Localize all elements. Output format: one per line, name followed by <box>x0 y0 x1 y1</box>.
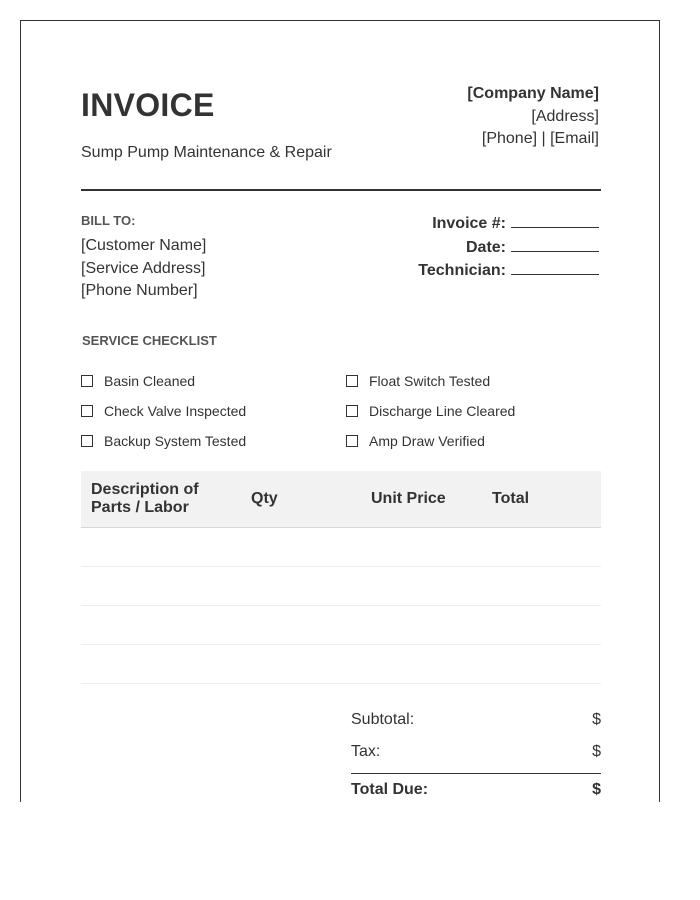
table-row[interactable] <box>81 567 601 606</box>
total-due-row <box>351 781 601 799</box>
subtotal-value[interactable]: $ <box>592 711 601 728</box>
total-due-value[interactable]: $ <box>592 781 601 798</box>
technician-label: Technician: <box>418 262 506 279</box>
subtotal-row <box>351 711 601 729</box>
invoice-number-field[interactable] <box>511 212 599 228</box>
column-header-description: Description of Parts / Labor <box>91 481 199 516</box>
company-contact: [Phone] | [Email] <box>481 130 599 147</box>
tax-row <box>351 743 601 761</box>
invoice-subtitle: Sump Pump Maintenance & Repair <box>81 144 332 161</box>
total-due-label: Total Due: <box>351 781 429 798</box>
checklist-item-label: Discharge Line Cleared <box>369 403 516 419</box>
checkbox[interactable] <box>346 435 358 447</box>
checkbox[interactable] <box>346 405 358 417</box>
checklist-item[interactable] <box>346 433 485 449</box>
checkbox[interactable] <box>81 435 93 447</box>
subtotal-label: Subtotal: <box>351 711 415 728</box>
bill-to-label: BILL TO: <box>81 213 136 228</box>
checklist-item[interactable] <box>81 373 195 389</box>
service-checklist-label: SERVICE CHECKLIST <box>82 333 217 348</box>
bill-to-block <box>81 235 206 303</box>
checklist-item[interactable] <box>81 403 246 419</box>
checkbox[interactable] <box>81 405 93 417</box>
company-name: [Company Name] <box>467 85 599 102</box>
totals-divider <box>351 773 601 774</box>
checklist-item[interactable] <box>346 403 515 419</box>
column-header-total: Total <box>492 490 530 507</box>
date-label: Date: <box>465 238 506 256</box>
company-address: [Address] <box>531 107 599 125</box>
company-block <box>467 83 599 151</box>
checklist-item-label: Basin Cleaned <box>104 373 196 389</box>
technician-row <box>418 259 599 283</box>
checklist-item-label: Check Valve Inspected <box>104 403 247 419</box>
invoice-title: INVOICE <box>81 87 215 123</box>
header-divider <box>81 189 601 191</box>
customer-name-field[interactable]: [Customer Name] <box>81 237 207 254</box>
checklist-item-label: Backup System Tested <box>104 433 247 449</box>
technician-field[interactable] <box>511 259 599 275</box>
table-row[interactable] <box>81 606 601 645</box>
checkbox[interactable] <box>346 375 358 387</box>
tax-value[interactable]: $ <box>592 743 601 760</box>
table-row[interactable] <box>81 645 601 684</box>
table-header <box>81 471 601 528</box>
invoice-meta <box>418 212 599 283</box>
tax-label: Tax: <box>351 743 381 760</box>
checklist-item-label: Amp Draw Verified <box>369 433 485 449</box>
checklist-item[interactable] <box>346 373 490 389</box>
invoice-number-row <box>418 212 599 236</box>
phone-number-field[interactable]: [Phone Number] <box>81 282 198 299</box>
date-field[interactable] <box>511 236 599 252</box>
column-header-qty: Qty <box>251 490 278 507</box>
invoice-page <box>20 20 660 802</box>
checklist-item[interactable] <box>81 433 246 449</box>
invoice-number-label: Invoice #: <box>432 215 506 232</box>
column-header-unit-price: Unit Price <box>371 490 446 507</box>
service-address-field[interactable]: [Service Address] <box>81 259 206 277</box>
table-row[interactable] <box>81 528 601 567</box>
checklist-item-label: Float Switch Tested <box>369 373 491 389</box>
date-row <box>418 236 599 260</box>
line-items-table <box>81 471 601 684</box>
checkbox[interactable] <box>81 375 93 387</box>
